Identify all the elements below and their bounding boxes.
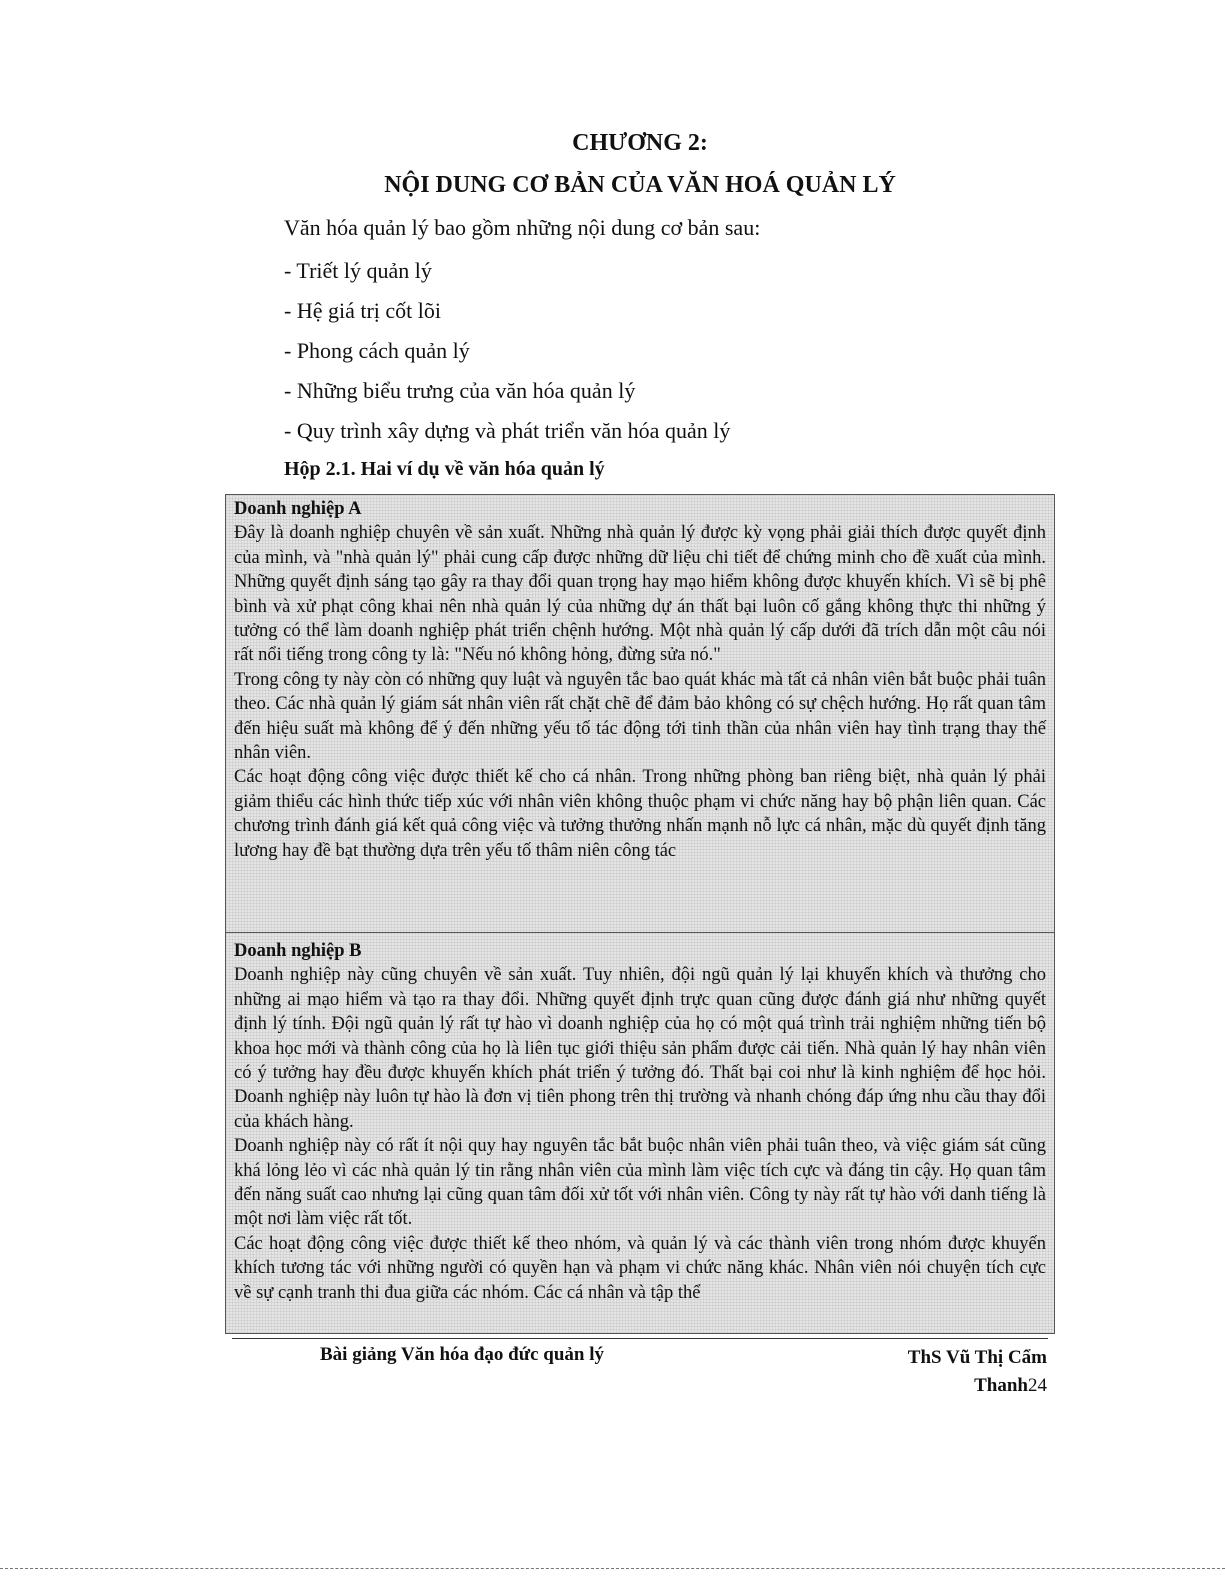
scan-edge-line [0, 1568, 1225, 1569]
list-item: - Quy trình xây dựng và phát triển văn hóa quản lý [284, 418, 731, 443]
example-box [225, 494, 1055, 1334]
paragraph: Trong công ty này còn có những quy luật và nguyên tắc bao quát khác mà tất cả nhân viên bắt buộc phải tuân theo. Các nhà quản lý giám sát nhân viên rất chặt chẽ để đảm bảo không có sự chệch hướng. Họ rất quan tâm đến hiệu suất mà không để ý đến những yếu tố tác động tới tinh thần của nhân viên hay tình trạng thay thế nhân viên. [234, 669, 1046, 764]
list-item: - Những biểu trưng của văn hóa quản lý [284, 378, 636, 403]
content-list [284, 256, 730, 456]
footer-course-title: Bài giảng Văn hóa đạo đức quản lý [320, 1344, 605, 1365]
paragraph: Các hoạt động công việc được thiết kế theo nhóm, và quản lý và các thành viên trong nhóm được khuyến khích tương tác với những người có quyền hạn và phạm vi chức năng khác. Nhân viên nói chuyện tích cực về sự cạnh tranh thi đua giữa các nhóm. Các cá nhân và tập thể [234, 1233, 1046, 1303]
page-number: 24 [1028, 1375, 1047, 1396]
paragraph: Đây là doanh nghiệp chuyên về sản xuất. Những nhà quản lý được kỳ vọng phải giải thích được quyết định của mình, và "nhà quản lý" phải cung cấp được những dữ liệu chi tiết để chứng minh cho đề xuất của mình. Những quyết định sáng tạo gây ra thay đổi quan trọng hay mạo hiểm không được khuyến khích. Vì sẽ bị phê bình và xử phạt công khai nên nhà quản lý của những dự án thất bại luôn cố gắng không thực thi những ý tưởng có thể làm doanh nghiệp phát triển chệnh hướng. Một nhà quản lý cấp dưới đã trích dẫn một câu nói rất nổi tiếng trong công ty là: "Nếu nó không hỏng, đừng sửa nó." [234, 523, 1046, 666]
chapter-subtitle: NỘI DUNG CƠ BẢN CỦA VĂN HOÁ QUẢN LÝ [384, 172, 896, 198]
list-item: - Hệ giá trị cốt lõi [284, 298, 442, 323]
section-enterprise-a [226, 495, 1054, 933]
list-item: - Phong cách quản lý [284, 338, 470, 363]
section-heading: Doanh nghiệp A [234, 499, 362, 519]
intro-paragraph: Văn hóa quản lý bao gồm những nội dung cơ bản sau: [284, 215, 761, 240]
section-heading: Doanh nghiệp B [234, 941, 362, 961]
paragraph: Các hoạt động công việc được thiết kế cho cá nhân. Trong những phòng ban riêng biệt, nhà quản lý phải giảm thiểu các hình thức tiếp xúc với nhân viên không thuộc phạm vi chức năng hay bộ phận liên quan. Các chương trình đánh giá kết quả công việc và tưởng thưởng nhấn mạnh nỗ lực cá nhân, mặc dù quyết định tăng lương hay đề bạt thường dựa trên yếu tố thâm niên công tác [234, 767, 1046, 861]
footer-divider [232, 1338, 1048, 1339]
paragraph: Doanh nghiệp này có rất ít nội quy hay nguyên tắc bắt buộc nhân viên phải tuân theo, và việc giám sát cũng khá lỏng lẻo vì các nhà quản lý tin rằng nhân viên của mình làm việc tích cực và đáng tin cậy. Họ quan tâm đến năng suất cao nhưng lại cũng quan tâm đối xử tốt với nhân viên. Công ty này rất tự hào với danh tiếng là một nơi làm việc rất tốt. [234, 1136, 1046, 1230]
footer-author-line1: ThS Vũ Thị Cẩm [907, 1347, 1047, 1368]
footer-author [908, 1344, 1047, 1400]
section-enterprise-b [226, 933, 1054, 1305]
paragraph: Doanh nghiệp này cũng chuyên về sản xuất. Tuy nhiên, đội ngũ quản lý lại khuyến khích và thưởng cho những ai mạo hiểm và tạo ra thay đổi. Những quyết định trực quan cũng được đánh giá như những quyết định lý tính. Đội ngũ quản lý rất tự hào vì doanh nghiệp của họ có một quá trình trải nghiệm những tiến bộ khoa học mới và thành công của họ là liên tục giới thiệu sản phẩm được cải tiến. Nhà quản lý hay nhân viên có ý tưởng hay đều được khuyến khích phát triển ý tưởng đó. Thất bại coi như là kinh nghiệm để học hỏi. Doanh nghiệp này luôn tự hào là đơn vị tiên phong trên thị trường và nhanh chóng đáp ứng nhu cầu thay đổi của khách hàng. [234, 965, 1046, 1132]
list-item: - Triết lý quản lý [284, 258, 432, 283]
chapter-title: CHƯƠNG 2: [572, 130, 708, 156]
footer-author-line2: Thanh [974, 1375, 1028, 1396]
box-title: Hộp 2.1. Hai ví dụ về văn hóa quản lý [284, 458, 605, 480]
